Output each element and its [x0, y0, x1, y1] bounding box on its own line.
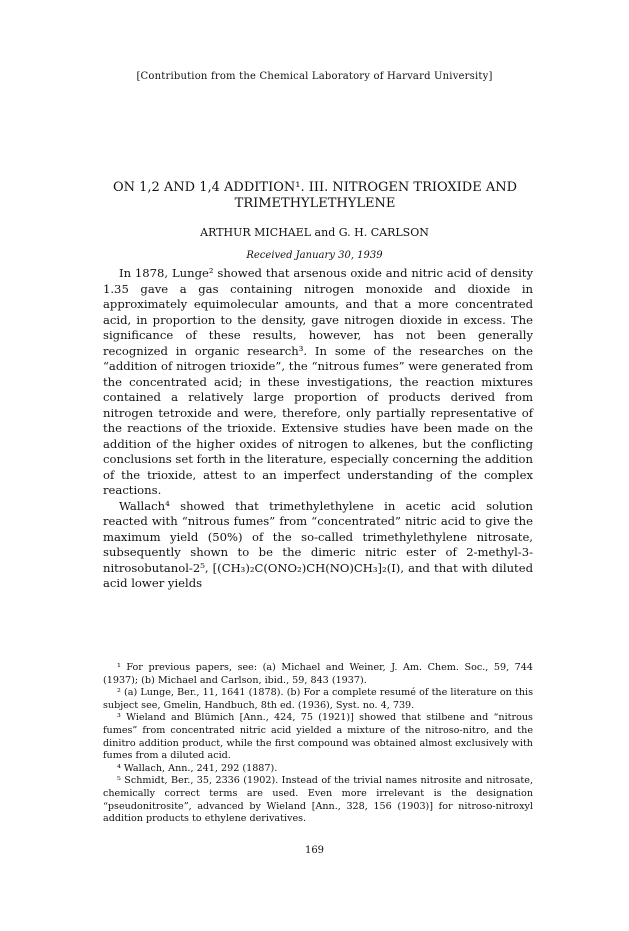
article-body — [103, 266, 533, 592]
footnote-4: ⁴ Wallach, Ann., 241, 292 (1887). — [117, 762, 278, 774]
received-date: Received January 30, 1939 — [246, 250, 383, 261]
footnotes — [103, 662, 533, 826]
body-paragraph: In 1878, Lunge² showed that arsenous oxide and nitric acid of density 1.35 gave a gas containing nitrogen monoxide and dioxide in approximately equimolecular amounts, and that a more concentrated acid, in proportion to the density, gave nitrogen dioxide in excess. The significance of these results, however, has not been generally recognized in organic research³. In some of the researches on the “addition of nitrogen trioxide”, the “nitrous fumes” were generated from the concentrated acid; in these investigations, the reaction mixtures contained a relatively large proportion of products derived from nitrogen tetroxide and were, therefore, only partially representative of the reactions of the trioxide. Extensive studies have been made on the addition of the higher oxides of nitrogen to alkenes, but the conflicting conclusions set forth in the literature, especially concerning the addition of the trioxide, attest to an imperfect understanding of the complex reactions. — [103, 266, 533, 497]
footnote-3: ³ Wieland and Blümich [Ann., 424, 75 (1921)] showed that stilbene and “nitrous fumes” from concentrated nitric acid yielded a mixture of the nitroso-nitro, and the dinitro addition product, while the first compound was obtained almost exclusively with fumes from a diluted acid. — [103, 712, 533, 762]
article-title: ON 1,2 AND 1,4 ADDITION¹. III. NITROGEN TRIOXIDE AND TRIMETHYLETHYLENE — [112, 180, 518, 211]
footnote-2: ² (a) Lunge, Ber., 11, 1641 (1878). (b) For a complete resumé of the literature on this subject see, Gmelin, Handbuch, 8th ed. (1936), Syst. no. 4, 739. — [103, 687, 533, 711]
article-authors: ARTHUR MICHAEL and G. H. CARLSON — [200, 226, 429, 239]
contribution-header: [Contribution from the Chemical Laboratory of Harvard University] — [136, 71, 493, 82]
footnote-1: ¹ For previous papers, see: (a) Michael and Weiner, J. Am. Chem. Soc., 59, 744 (1937); (b) Michael and Carlson, ibid., 59, 843 (1937). — [103, 662, 533, 686]
body-paragraph: Wallach⁴ showed that trimethylethylene in acetic acid solution reacted with “nitrous fumes” from “concentrated” nitric acid to give the maximum yield (50%) of the so-called trimethylethylene nitrosate, subsequently shown to be the dimeric nitric ester of 2-methyl-3-nitrosobutanol-2⁵, [(CH₃)₂C(ONO₂)CH(NO)CH₃]₂(I), and that with diluted acid lower yields — [103, 498, 533, 590]
footnote-5: ⁵ Schmidt, Ber., 35, 2336 (1902). Instead of the trivial names nitrosite and nitrosate, chemically correct terms are used. Even more irrelevant is the designation “pseudonitrosite”, advanced by Wieland [Ann., 328, 156 (1903)] for nitroso-nitroxyl addition products to ethylene derivatives. — [103, 775, 533, 825]
page-number: 169 — [304, 845, 325, 856]
